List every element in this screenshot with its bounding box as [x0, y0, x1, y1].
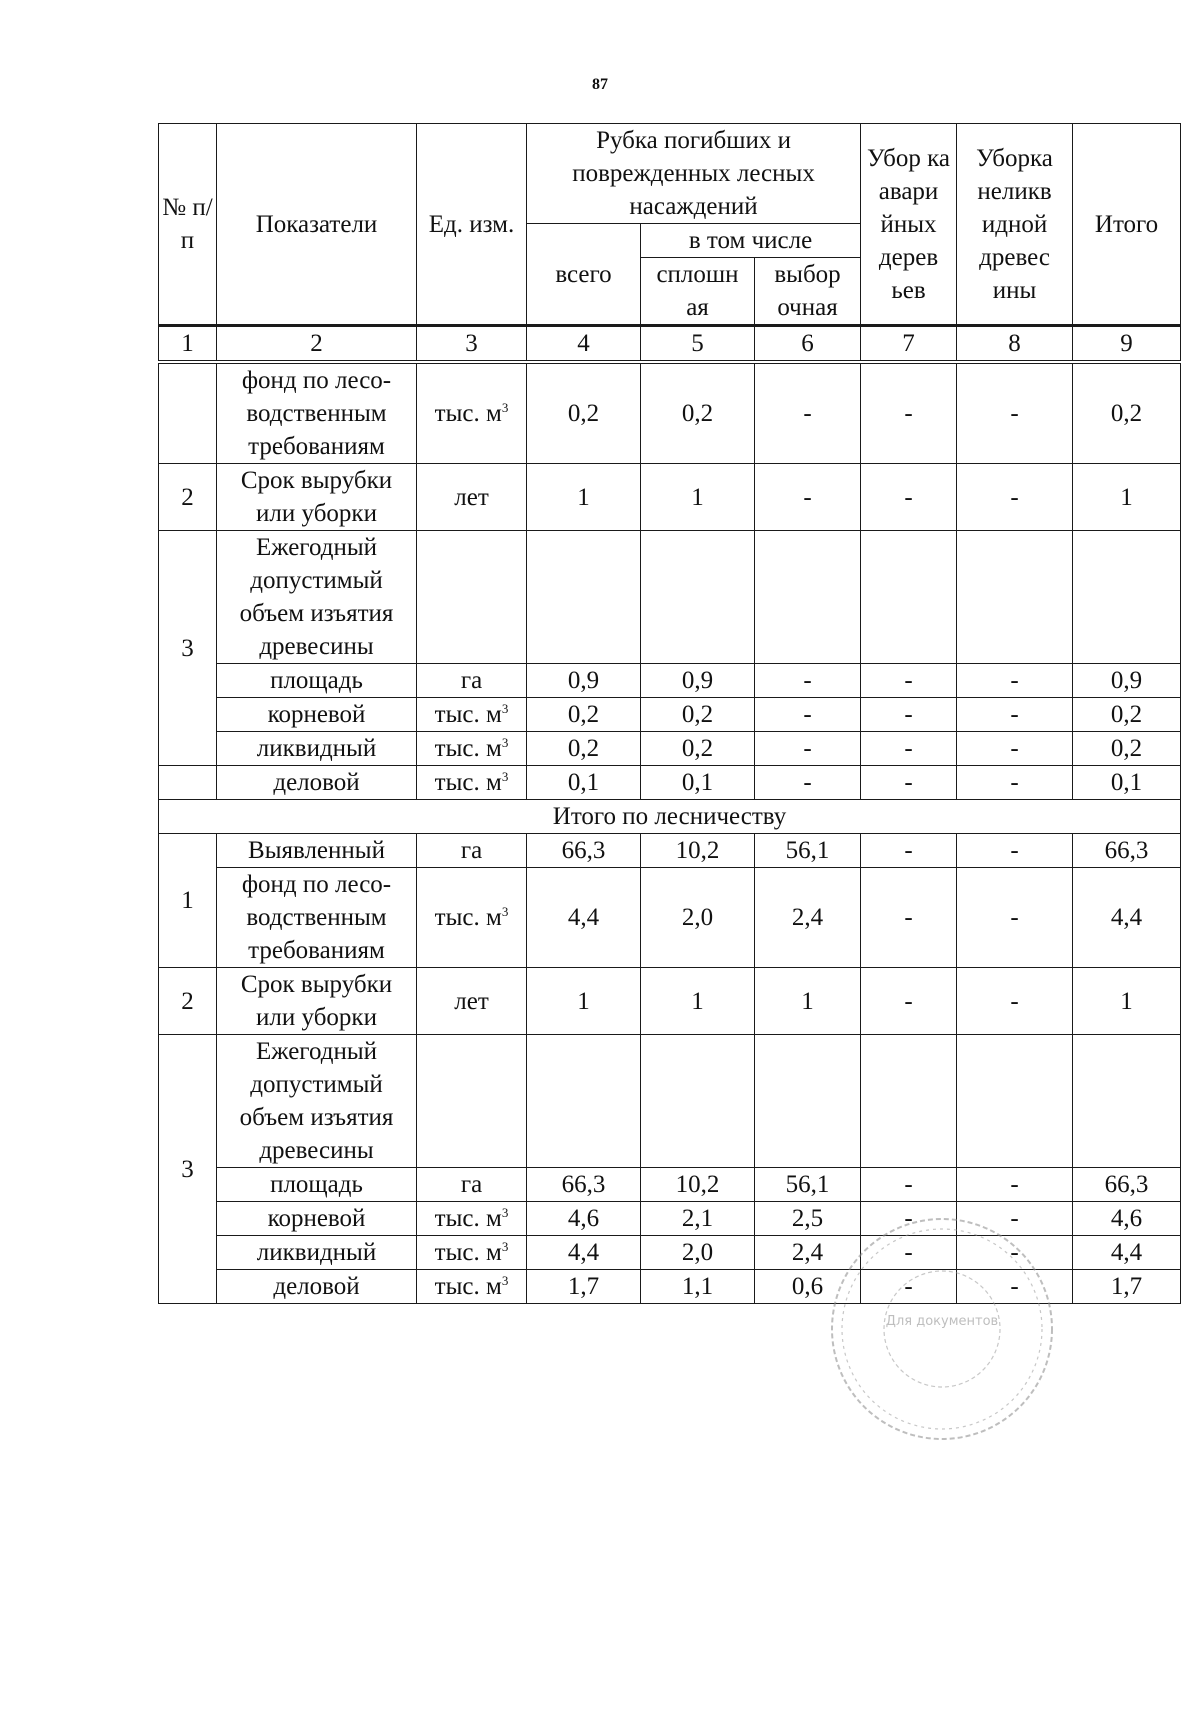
value-cell: 0,1 [641, 766, 755, 800]
unit-cell: тыс. $м^3$ [417, 1270, 527, 1304]
indicator-cell: фонд по лесо-водственным требованиям [217, 868, 417, 968]
page-number: 87 [592, 76, 608, 93]
value-cell: 0,9 [641, 664, 755, 698]
value-cell: 2,5 [755, 1202, 861, 1236]
value-cell: - [861, 698, 957, 732]
header-col-unit: Ед. изм. [417, 124, 527, 326]
value-cell [641, 531, 755, 664]
value-cell: 0,9 [527, 664, 641, 698]
value-cell: - [957, 1236, 1073, 1270]
unit-cell [417, 1035, 527, 1168]
value-cell: 4,4 [1073, 868, 1181, 968]
table-row [159, 464, 1181, 531]
value-cell: 1,7 [527, 1270, 641, 1304]
indicator-cell: Ежегодный допустимый объем изъятия древесины [217, 531, 417, 664]
column-number: 2 [217, 326, 417, 363]
header-col-num: № п/п [159, 124, 217, 326]
column-number: 6 [755, 326, 861, 363]
header-col-clear: сплошн ая [641, 258, 755, 326]
value-cell: 56,1 [755, 1168, 861, 1202]
value-cell: 0,2 [641, 698, 755, 732]
header-col-group: Рубка погибших и поврежденных лесных насаждений [527, 124, 861, 224]
value-cell: 0,2 [527, 732, 641, 766]
value-cell: 0,9 [1073, 664, 1181, 698]
value-cell: - [861, 1236, 957, 1270]
header-col-total: Итого [1073, 124, 1181, 326]
value-cell: 2,4 [755, 868, 861, 968]
value-cell: 0,6 [755, 1270, 861, 1304]
value-cell: 56,1 [755, 834, 861, 868]
value-cell: 2,0 [641, 868, 755, 968]
value-cell: 10,2 [641, 834, 755, 868]
column-number: 3 [417, 326, 527, 363]
value-cell: - [755, 362, 861, 464]
value-cell: 1,7 [1073, 1270, 1181, 1304]
value-cell [957, 531, 1073, 664]
value-cell: 1 [1073, 464, 1181, 531]
value-cell [641, 1035, 755, 1168]
value-cell: - [957, 464, 1073, 531]
unit-cell: тыс. $м^3$ [417, 698, 527, 732]
header-col-subgroup: в том числе [641, 224, 861, 258]
stamp-text: Для документов [885, 1314, 999, 1329]
unit-cell [417, 531, 527, 664]
value-cell: 1 [1073, 968, 1181, 1035]
value-cell: - [755, 464, 861, 531]
table-row [159, 868, 1181, 968]
value-cell [755, 531, 861, 664]
row-num-cell: 2 [159, 968, 217, 1035]
column-number: 7 [861, 326, 957, 363]
table-row [159, 834, 1181, 868]
value-cell: 0,2 [1073, 698, 1181, 732]
value-cell: 1 [527, 968, 641, 1035]
value-cell: - [755, 732, 861, 766]
unit-cell: лет [417, 464, 527, 531]
value-cell [861, 1035, 957, 1168]
value-cell: - [755, 766, 861, 800]
indicator-cell: фонд по лесо-водственным требованиям [217, 362, 417, 464]
header-col-indicator: Показатели [217, 124, 417, 326]
indicator-cell: корневой [217, 1202, 417, 1236]
indicator-cell: Срок вырубки или уборки [217, 968, 417, 1035]
column-number: 9 [1073, 326, 1181, 363]
column-number: 1 [159, 326, 217, 363]
value-cell: - [755, 698, 861, 732]
unit-cell: га [417, 1168, 527, 1202]
value-cell: - [957, 732, 1073, 766]
value-cell: - [861, 834, 957, 868]
value-cell: 2,0 [641, 1236, 755, 1270]
value-cell: - [861, 664, 957, 698]
value-cell: - [957, 362, 1073, 464]
table-row [159, 362, 1181, 464]
value-cell: 10,2 [641, 1168, 755, 1202]
value-cell: 0,2 [641, 362, 755, 464]
round-seal-stamp-icon [826, 1213, 1058, 1445]
header-col-selective: выбор очная [755, 258, 861, 326]
value-cell [1073, 531, 1181, 664]
section-title: Итого по лесничеству [159, 800, 1181, 834]
unit-cell: тыс. $м^3$ [417, 766, 527, 800]
value-cell: - [861, 362, 957, 464]
unit-cell: тыс. $м^3$ [417, 1236, 527, 1270]
value-cell [527, 1035, 641, 1168]
value-cell: - [957, 1168, 1073, 1202]
value-cell: 4,6 [527, 1202, 641, 1236]
indicator-cell: Выявленный [217, 834, 417, 868]
indicator-cell: корневой [217, 698, 417, 732]
value-cell: 0,1 [1073, 766, 1181, 800]
value-cell: - [755, 664, 861, 698]
table-row [159, 664, 1181, 698]
column-number: 5 [641, 326, 755, 363]
value-cell: - [861, 868, 957, 968]
indicator-cell: ликвидный [217, 732, 417, 766]
indicator-cell: деловой [217, 766, 417, 800]
value-cell: 66,3 [1073, 1168, 1181, 1202]
row-num-cell: 2 [159, 464, 217, 531]
header-col-hazard: Убор ка авари йных дерев ьев [861, 124, 957, 326]
value-cell: 4,4 [527, 1236, 641, 1270]
value-cell: - [861, 732, 957, 766]
value-cell [1073, 1035, 1181, 1168]
value-cell: 1 [755, 968, 861, 1035]
row-num-cell: 3 [159, 531, 217, 766]
unit-cell: тыс. $м^3$ [417, 362, 527, 464]
value-cell: 66,3 [1073, 834, 1181, 868]
value-cell: 1,1 [641, 1270, 755, 1304]
indicator-cell: Срок вырубки или уборки [217, 464, 417, 531]
value-cell: 0,2 [527, 362, 641, 464]
row-num-cell: 3 [159, 1035, 217, 1304]
value-cell: - [957, 968, 1073, 1035]
table-row [159, 1035, 1181, 1168]
header-col-illiquid: Уборка неликв идной древес ины [957, 124, 1073, 326]
header-col-all: всего [527, 224, 641, 326]
value-cell: 2,1 [641, 1202, 755, 1236]
value-cell [861, 531, 957, 664]
unit-cell: тыс. $м^3$ [417, 868, 527, 968]
value-cell [957, 1035, 1073, 1168]
unit-cell: га [417, 834, 527, 868]
value-cell [755, 1035, 861, 1168]
value-cell: 0,1 [527, 766, 641, 800]
value-cell: 0,2 [527, 698, 641, 732]
value-cell: 0,2 [641, 732, 755, 766]
table-row [159, 531, 1181, 664]
value-cell: 4,4 [527, 868, 641, 968]
table-row [159, 1168, 1181, 1202]
unit-cell: га [417, 664, 527, 698]
value-cell: 1 [641, 968, 755, 1035]
indicator-cell: Ежегодный допустимый объем изъятия древесины [217, 1035, 417, 1168]
column-number: 8 [957, 326, 1073, 363]
column-number: 4 [527, 326, 641, 363]
value-cell: - [861, 1168, 957, 1202]
value-cell: 66,3 [527, 834, 641, 868]
value-cell: - [957, 834, 1073, 868]
value-cell: - [957, 1270, 1073, 1304]
table-row [159, 968, 1181, 1035]
value-cell [527, 531, 641, 664]
unit-cell: тыс. $м^3$ [417, 1202, 527, 1236]
unit-cell: тыс. $м^3$ [417, 732, 527, 766]
value-cell: - [957, 766, 1073, 800]
row-num-cell [159, 362, 217, 464]
value-cell: 4,4 [1073, 1236, 1181, 1270]
table-row [159, 766, 1181, 800]
table-row [159, 698, 1181, 732]
indicator-cell: площадь [217, 1168, 417, 1202]
value-cell: - [861, 766, 957, 800]
value-cell: 4,6 [1073, 1202, 1181, 1236]
forest-harvest-table [158, 123, 1181, 1304]
table-row [159, 732, 1181, 766]
value-cell: 66,3 [527, 1168, 641, 1202]
indicator-cell: ликвидный [217, 1236, 417, 1270]
row-num-cell [159, 766, 217, 800]
value-cell: - [957, 664, 1073, 698]
value-cell: 1 [641, 464, 755, 531]
value-cell: 0,2 [1073, 362, 1181, 464]
value-cell: - [957, 868, 1073, 968]
unit-cell: лет [417, 968, 527, 1035]
value-cell: - [957, 1202, 1073, 1236]
value-cell: - [861, 464, 957, 531]
value-cell: 2,4 [755, 1236, 861, 1270]
indicator-cell: площадь [217, 664, 417, 698]
value-cell: 0,2 [1073, 732, 1181, 766]
value-cell: - [861, 1270, 957, 1304]
value-cell: 1 [527, 464, 641, 531]
value-cell: - [861, 968, 957, 1035]
row-num-cell: 1 [159, 834, 217, 968]
indicator-cell: деловой [217, 1270, 417, 1304]
value-cell: - [861, 1202, 957, 1236]
value-cell: - [957, 698, 1073, 732]
